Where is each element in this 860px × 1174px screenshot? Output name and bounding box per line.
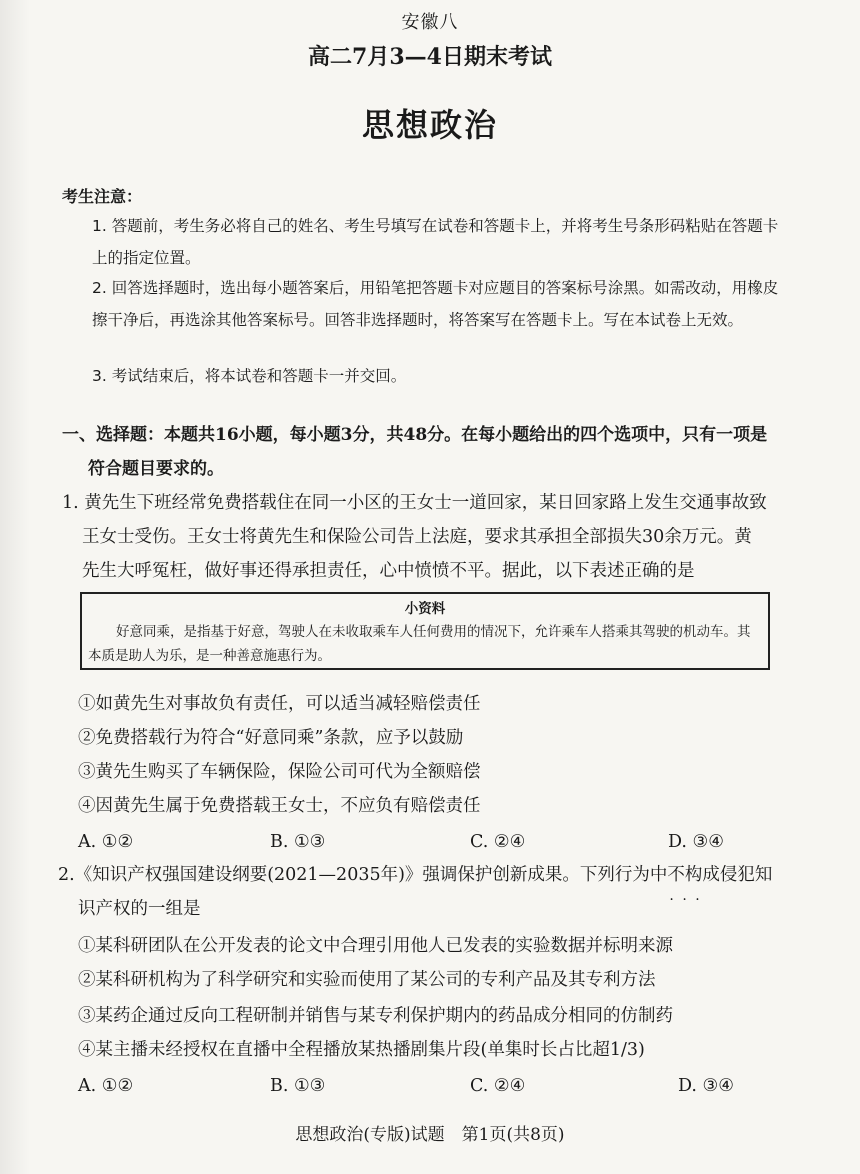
notice-item-2: 2. 回答选择题时，选出每小题答案后，用铅笔把答题卡对应题目的答案标号涂黑。如需改动，用橡皮擦干净后，再选涂其他答案标号。回答非选择题时，将答案写在答题卡上。写在本试卷上无效。 [92, 279, 779, 329]
section-heading-line-1: 一、选择题：本题共16小题，每小题3分，共48分。在每小题给出的四个选项中，只有一项是 [62, 425, 768, 445]
question-1-answer-c: C. ②④ [470, 832, 526, 852]
question-1-stem [62, 486, 802, 588]
notice-heading: 考生注意： [62, 187, 143, 206]
material-box-title: 小资料 [404, 601, 446, 617]
question-2-answer-c: C. ②④ [470, 1076, 526, 1096]
question-1-option-2: ②免费搭载行为符合“好意同乘”条款，应予以鼓励 [78, 728, 464, 748]
material-box [80, 592, 770, 670]
question-1-answer-d: D. ③④ [668, 832, 724, 852]
question-1-line-1: 1. 黄先生下班经常免费搭载住在同一小区的王女士一道回家，某日回家路上发生交通事故致 [62, 493, 767, 513]
question-2-line-1 [58, 858, 808, 892]
question-1-option-1: ①如黄先生对事故负有责任，可以适当减轻赔偿责任 [78, 694, 481, 714]
question-2-answer-d: D. ③④ [678, 1076, 734, 1096]
question-2-emphasis: 不构成 · · · [667, 865, 720, 885]
question-2-option-3: ③某药企通过反向工程研制并销售与某专利保护期内的药品成分相同的仿制药 [78, 1006, 673, 1026]
material-box-text: 好意同乘，是指基于好意，驾驶人在未收取乘车人任何费用的情况下，允许乘车人搭乘其驾驶的机动车。其本质是助人为乐，是一种善意施惠行为。 [88, 624, 751, 664]
question-2-answer-b: B. ①③ [270, 1076, 326, 1096]
question-1-option-3: ③黄先生购买了车辆保险，保险公司可代为全额赔偿 [78, 762, 481, 782]
question-2-option-4: ④某主播未经授权在直播中全程播放某热播剧集片段(单集时长占比超1/3) [78, 1040, 645, 1060]
question-1-answer-a: A. ①② [78, 832, 134, 852]
page-footer: 思想政治(专版)试题 第1页(共8页) [295, 1125, 565, 1145]
question-1-line-3: 先生大呼冤枉，做好事还得承担责任，心中愤愤不平。据此，以下表述正确的是 [82, 561, 695, 581]
notice-item-1: 1. 答题前，考生务必将自己的姓名、考生号填写在试卷和答题卡上，并将考生号条形码粘贴在答题卡上的指定位置。 [92, 217, 779, 267]
question-2-line-2: 识产权的一组是 [78, 899, 201, 919]
section-heading [62, 418, 802, 486]
exam-title: 高二7月3—4日期末考试 [308, 44, 552, 70]
section-heading-line-2: 符合题目要求的。 [88, 459, 224, 479]
question-1-answer-b: B. ①③ [270, 832, 326, 852]
notice-item-3: 3. 考试结束后，将本试卷和答题卡一并交回。 [92, 367, 407, 385]
subject-title: 思想政治 [361, 106, 498, 144]
question-1-option-4: ④因黄先生属于免费搭载王女士，不应负有赔偿责任 [78, 796, 481, 816]
question-2-option-1: ①某科研团队在公开发表的论文中合理引用他人已发表的实验数据并标明来源 [78, 936, 673, 956]
question-2-line-1-pre: 2.《知识产权强国建设纲要(2021—2035年)》强调保护创新成果。下列行为中 [58, 865, 668, 885]
header-stamp: 安徽八 [401, 12, 459, 33]
question-2-answer-a: A. ①② [78, 1076, 134, 1096]
question-2-option-2: ②某科研机构为了科学研究和实验而使用了某公司的专利产品及其专利方法 [78, 970, 656, 990]
question-2-stem [58, 858, 808, 926]
question-1-line-2: 王女士受伤。王女士将黄先生和保险公司告上法庭，要求其承担全部损失30余万元。黄 [82, 527, 752, 547]
question-2-line-1-post: 侵犯知 [719, 865, 773, 885]
